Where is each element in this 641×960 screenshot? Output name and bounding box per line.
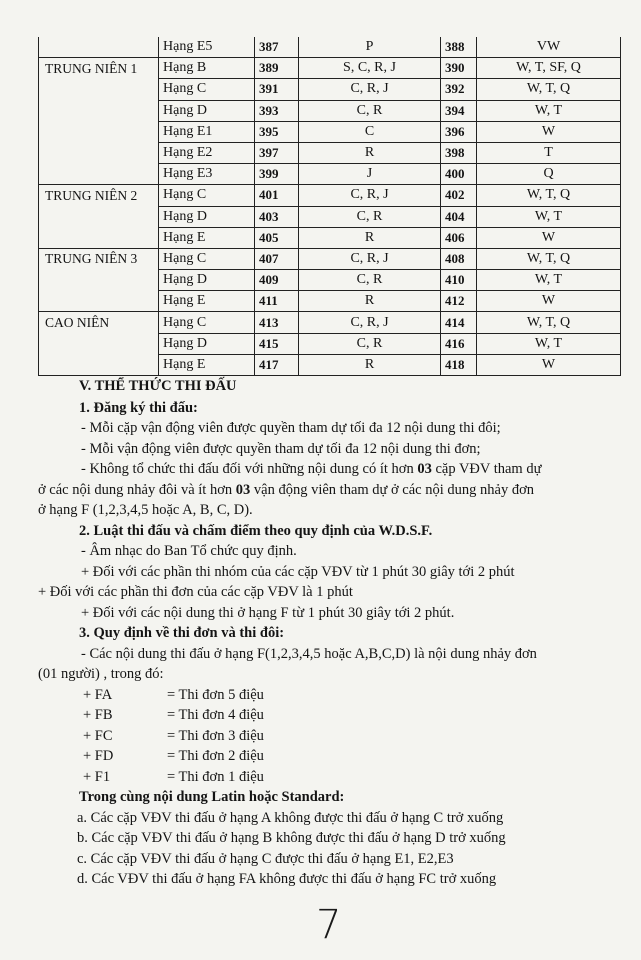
cell-age: [39, 227, 159, 248]
single-dance-list: [79, 685, 624, 788]
rule-line: - Mỗi vận động viên được quyền tham dự tối đa 12 nội dung thi đơn;: [81, 440, 481, 457]
table-row: [39, 270, 621, 291]
cell-v2: VW: [477, 37, 621, 58]
table-row: [39, 227, 621, 248]
cell-n2: 400: [441, 164, 477, 185]
cell-n2: 412: [441, 291, 477, 312]
cell-n2: 392: [441, 79, 477, 100]
rule-item-c: c. Các cặp VĐV thi đấu ở hạng C được thi đấu ở hạng E1, E2,E3: [77, 850, 454, 867]
dance-description: = Thi đơn 1 điệu: [167, 768, 264, 785]
category-table: [38, 37, 621, 376]
cell-n1: 409: [255, 270, 299, 291]
single-dance-item: [79, 685, 624, 706]
cell-age: [39, 333, 159, 354]
cell-v1: C, R: [299, 206, 441, 227]
dance-description: = Thi đơn 3 điệu: [167, 727, 264, 744]
cell-cls: Hạng B: [159, 58, 255, 79]
rule-line: - Âm nhạc do Ban Tổ chức quy định.: [81, 543, 297, 559]
table-row: [39, 333, 621, 354]
cell-v1: R: [299, 227, 441, 248]
rule-item-b: b. Các cặp VĐV thi đấu ở hạng B không được thi đấu ở hạng D trở xuống: [77, 830, 506, 846]
cell-n1: 405: [255, 227, 299, 248]
cell-age: TRUNG NIÊN 1: [39, 58, 159, 79]
cell-n1: 407: [255, 248, 299, 269]
subsection-3-title: 3. Quy định về thi đơn và thi đôi:: [79, 625, 285, 641]
table-row: [39, 185, 621, 206]
cell-cls: Hạng D: [159, 270, 255, 291]
dance-code: + FD: [83, 748, 114, 764]
table-row: [39, 100, 621, 121]
cell-n1: 411: [255, 291, 299, 312]
cell-v2: W, T, Q: [477, 79, 621, 100]
cell-v1: R: [299, 142, 441, 163]
cell-n2: 402: [441, 185, 477, 206]
sub-heading: Trong cùng nội dung Latin hoặc Standard:: [79, 789, 345, 805]
cell-v1: C, R, J: [299, 185, 441, 206]
cell-cls: Hạng E: [159, 354, 255, 375]
cell-n2: 404: [441, 206, 477, 227]
cell-v2: W, T, Q: [477, 312, 621, 333]
cell-n2: 418: [441, 354, 477, 375]
cell-v1: J: [299, 164, 441, 185]
cell-age: [39, 121, 159, 142]
cell-n2: 388: [441, 37, 477, 58]
cell-v2: W, T, Q: [477, 185, 621, 206]
cell-n2: 398: [441, 142, 477, 163]
table-row: [39, 354, 621, 375]
cell-cls: Hạng E5: [159, 37, 255, 58]
cell-cls: Hạng E: [159, 227, 255, 248]
cell-n1: 387: [255, 37, 299, 58]
table-row: [39, 164, 621, 185]
cell-v1: S, C, R, J: [299, 58, 441, 79]
cell-age: [39, 100, 159, 121]
cell-age: [39, 37, 159, 58]
subsection-1-title: 1. Đăng ký thi đấu:: [79, 399, 198, 416]
dance-description: = Thi đơn 4 điệu: [167, 707, 264, 723]
cell-cls: Hạng E1: [159, 121, 255, 142]
cell-v1: C, R, J: [299, 248, 441, 269]
cell-v2: Q: [477, 164, 621, 185]
table-row: [39, 206, 621, 227]
cell-cls: Hạng D: [159, 333, 255, 354]
table-row: [39, 291, 621, 312]
cell-n2: 406: [441, 227, 477, 248]
cell-n1: 417: [255, 354, 299, 375]
cell-v2: W, T, SF, Q: [477, 58, 621, 79]
cell-n2: 416: [441, 333, 477, 354]
cell-n1: 415: [255, 333, 299, 354]
page-number: 7: [316, 902, 342, 948]
cell-v2: W: [477, 354, 621, 375]
dance-code: + FA: [83, 686, 113, 703]
cell-n1: 389: [255, 58, 299, 79]
rule-line: (01 người) , trong đó:: [38, 666, 164, 682]
cell-n1: 391: [255, 79, 299, 100]
cell-v2: W, T: [477, 333, 621, 354]
cell-n1: 401: [255, 185, 299, 206]
cell-cls: Hạng C: [159, 79, 255, 100]
cell-cls: Hạng D: [159, 100, 255, 121]
table-row: [39, 58, 621, 79]
table-row: [39, 142, 621, 163]
cell-v2: W, T: [477, 206, 621, 227]
cell-v2: W, T: [477, 270, 621, 291]
subsection-2-title: 2. Luật thi đấu và chấm điểm theo quy định của W.D.S.F.: [79, 522, 433, 539]
cell-v2: W, T: [477, 100, 621, 121]
cell-age: [39, 79, 159, 100]
cell-age: [39, 206, 159, 227]
cell-cls: Hạng E3: [159, 164, 255, 185]
cell-n1: 395: [255, 121, 299, 142]
cell-n2: 394: [441, 100, 477, 121]
table-row: [39, 37, 621, 58]
cell-v1: C: [299, 121, 441, 142]
cell-n1: 399: [255, 164, 299, 185]
cell-age: TRUNG NIÊN 2: [39, 185, 159, 206]
dance-code: + FC: [83, 727, 113, 744]
single-dance-item: [79, 726, 624, 747]
cell-v1: C, R: [299, 100, 441, 121]
cell-cls: Hạng E: [159, 291, 255, 312]
cell-cls: Hạng C: [159, 248, 255, 269]
rule-line: - Các nội dung thi đấu ở hạng F(1,2,3,4,5 hoặc A,B,C,D) là nội dung nhảy đơn: [81, 645, 537, 662]
cell-v1: R: [299, 291, 441, 312]
table-row: [39, 121, 621, 142]
rule-item-a: a. Các cặp VĐV thi đấu ở hạng A không được thi đấu ở hạng C trở xuống: [77, 809, 504, 826]
dance-description: = Thi đơn 2 điệu: [167, 748, 264, 764]
cell-v2: W, T, Q: [477, 248, 621, 269]
cell-v1: R: [299, 354, 441, 375]
cell-v1: C, R, J: [299, 312, 441, 333]
rule-item-d: d. Các VĐV thi đấu ở hạng FA không được thi đấu ở hạng FC trở xuống: [77, 871, 497, 887]
rule-line: + Đối với các phần thi đơn của các cặp VĐV là 1 phút: [38, 584, 353, 600]
rule-line: + Đối với các nội dung thi ở hạng F từ 1 phút 30 giây tới 2 phút.: [81, 604, 455, 621]
cell-cls: Hạng C: [159, 312, 255, 333]
rule-line: + Đối với các phần thi nhóm của các cặp VĐV từ 1 phút 30 giây tới 2 phút: [81, 563, 515, 580]
single-dance-item: [79, 767, 624, 788]
section-heading: V. THỂ THỨC THI ĐẤU: [79, 378, 237, 394]
cell-age: TRUNG NIÊN 3: [39, 248, 159, 269]
cell-v2: W: [477, 121, 621, 142]
cell-n2: 410: [441, 270, 477, 291]
section-v: [38, 376, 624, 890]
cell-v2: W: [477, 291, 621, 312]
dance-description: = Thi đơn 5 điệu: [167, 686, 264, 703]
cell-cls: Hạng E2: [159, 142, 255, 163]
cell-n1: 393: [255, 100, 299, 121]
cell-cls: Hạng D: [159, 206, 255, 227]
cell-n2: 396: [441, 121, 477, 142]
rule-line: ở hạng F (1,2,3,4,5 hoặc A, B, C, D).: [38, 502, 253, 518]
cell-age: [39, 270, 159, 291]
cell-n2: 408: [441, 248, 477, 269]
cell-n1: 413: [255, 312, 299, 333]
cell-cls: Hạng C: [159, 185, 255, 206]
cell-v2: W: [477, 227, 621, 248]
table-row: [39, 312, 621, 333]
cell-age: [39, 164, 159, 185]
cell-n1: 403: [255, 206, 299, 227]
cell-v1: C, R, J: [299, 79, 441, 100]
dance-code: + F1: [83, 768, 111, 785]
cell-age: [39, 142, 159, 163]
cell-age: CAO NIÊN: [39, 312, 159, 333]
cell-v2: T: [477, 142, 621, 163]
table-row: [39, 79, 621, 100]
dance-code: + FB: [83, 707, 113, 723]
cell-age: [39, 291, 159, 312]
cell-v1: P: [299, 37, 441, 58]
single-dance-item: [79, 746, 624, 767]
cell-v1: C, R: [299, 333, 441, 354]
rule-line: ở các nội dung nhảy đôi và ít hơn 03 vận động viên tham dự ở các nội dung nhảy đơn: [38, 481, 534, 498]
rule-line: - Mỗi cặp vận động viên được quyền tham dự tối đa 12 nội dung thi đôi;: [81, 420, 501, 436]
cell-n2: 390: [441, 58, 477, 79]
single-dance-item: [79, 705, 624, 726]
cell-n1: 397: [255, 142, 299, 163]
table-row: [39, 248, 621, 269]
cell-n2: 414: [441, 312, 477, 333]
cell-v1: C, R: [299, 270, 441, 291]
category-table-body: [39, 37, 621, 376]
rule-line: - Không tổ chức thi đấu đối với những nội dung có ít hơn 03 cặp VĐV tham dự: [81, 461, 542, 477]
cell-age: [39, 354, 159, 375]
